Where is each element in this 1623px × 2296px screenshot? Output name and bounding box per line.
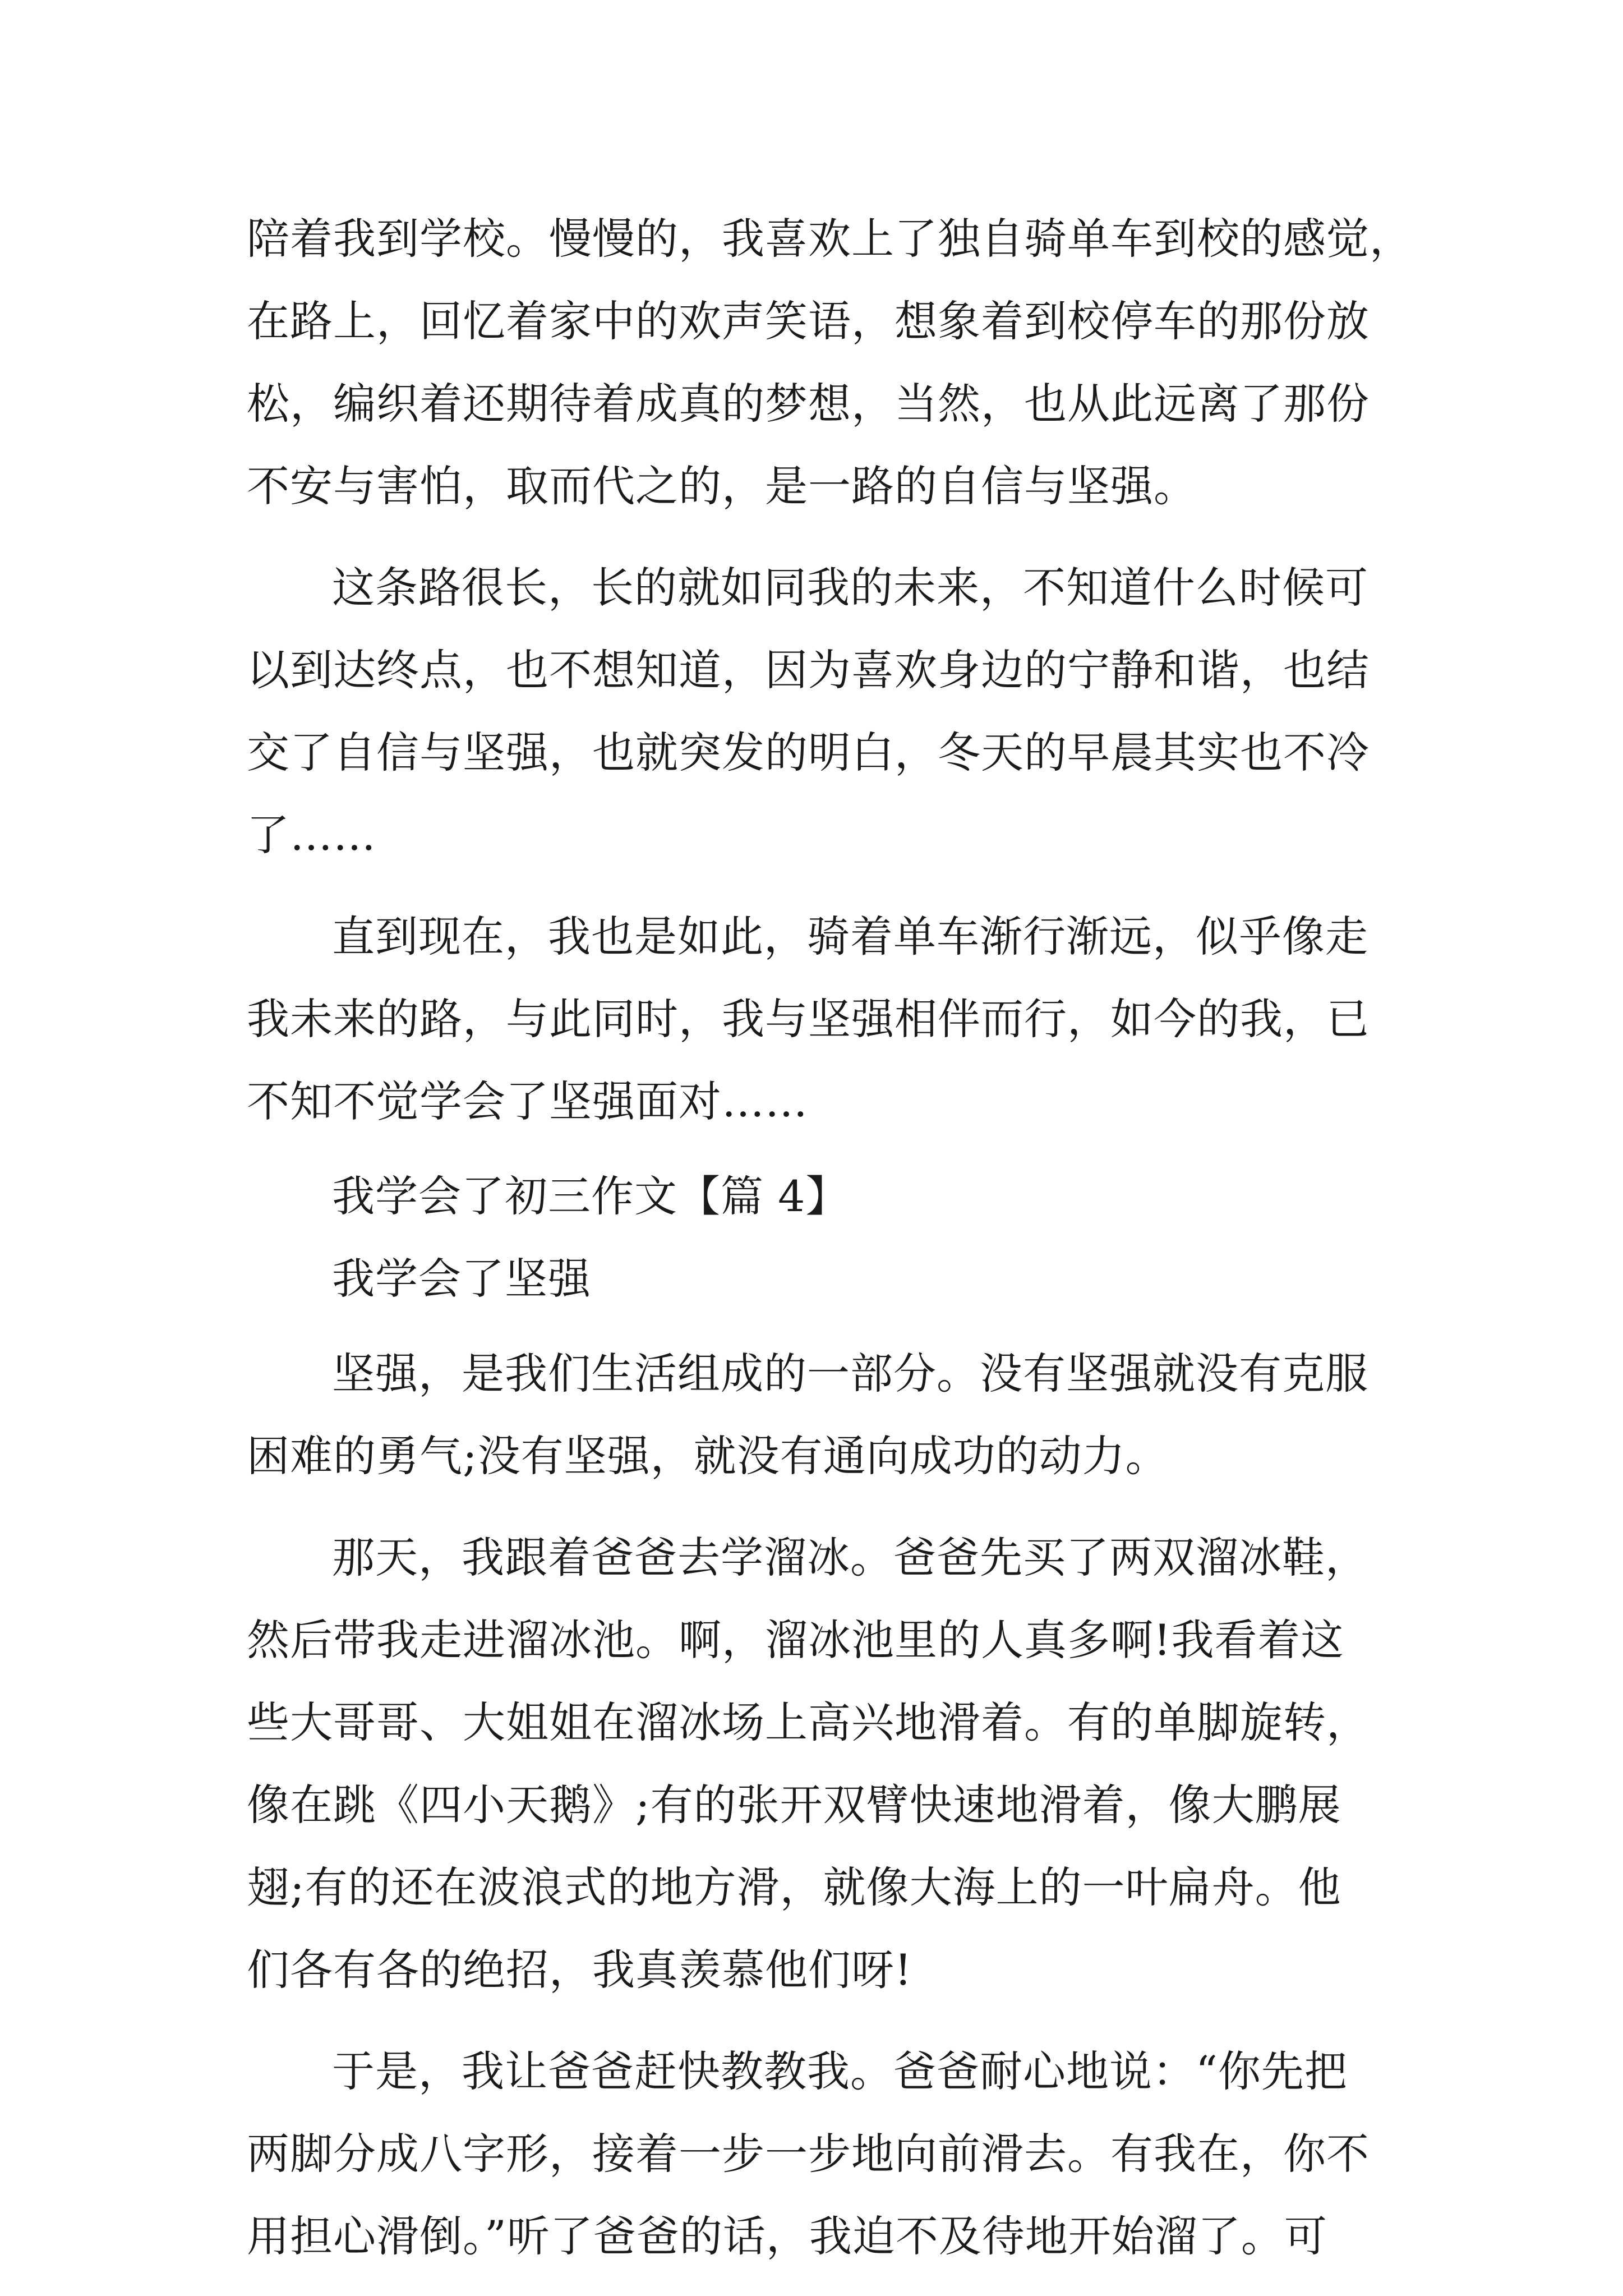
text-line: 翅;有的还在波浪式的地方滑，就像大海上的一叶扁舟。他 xyxy=(247,1862,1341,1912)
text-line: 像在跳《四小天鹅》;有的张开双臂快速地滑着，像大鹏展 xyxy=(247,1780,1341,1830)
text-line: 陪着我到学校。慢慢的，我喜欢上了独自骑单车到校的感觉， xyxy=(247,214,1413,264)
text-line: 以到达终点，也不想知道，因为喜欢身边的宁静和谐，也结 xyxy=(247,645,1370,695)
text-line: 交了自信与坚强，也就突发的明白，冬天的早晨其实也不冷 xyxy=(247,728,1370,777)
text-line: 在路上，回忆着家中的欢声笑语，想象着到校停车的那份放 xyxy=(247,296,1370,346)
text-line: 了…… xyxy=(247,810,376,860)
text-line: 不知不觉学会了坚强面对…… xyxy=(247,1076,808,1126)
text-line: 不安与害怕，取而代之的，是一路的自信与坚强。 xyxy=(247,461,1197,511)
text-line: 两脚分成八字形，接着一步一步地向前滑去。有我在，你不 xyxy=(247,2129,1370,2179)
section-heading: 我学会了初三作文【篇 4】 xyxy=(332,1171,849,1221)
text-line: 然后带我走进溜冰池。啊，溜冰池里的人真多啊!我看着这 xyxy=(247,1615,1344,1665)
text-line: 我未来的路，与此同时，我与坚强相伴而行，如今的我，已 xyxy=(247,994,1370,1044)
text-line: 们各有各的绝招，我真羡慕他们呀! xyxy=(247,1945,912,1995)
essay-title: 我学会了坚强 xyxy=(332,1254,591,1304)
paragraph-start-line: 那天，我跟着爸爸去学溜冰。爸爸先买了两双溜冰鞋， xyxy=(332,1533,1368,1582)
paragraph-start-line: 坚强，是我们生活组成的一部分。没有坚强就没有克服 xyxy=(332,1349,1368,1398)
paragraph-start-line: 于是，我让爸爸赶快教教我。爸爸耐心地说：“你先把 xyxy=(332,2046,1348,2096)
paragraph-start-line: 直到现在，我也是如此，骑着单车渐行渐远，似乎像走 xyxy=(332,912,1368,961)
text-line: 松，编织着还期待着成真的梦想，当然，也从此远离了那份 xyxy=(247,379,1370,429)
document-body xyxy=(247,197,1413,2277)
text-line: 用担心滑倒。”听了爸爸的话，我迫不及待地开始溜了。可 xyxy=(247,2211,1327,2261)
text-line: 些大哥哥、大姐姐在溜冰场上高兴地滑着。有的单脚旋转， xyxy=(247,1697,1370,1747)
paragraph-start-line: 这条路很长，长的就如同我的未来，不知道什么时候可 xyxy=(332,563,1368,613)
text-line: 困难的勇气;没有坚强，就没有通向成功的动力。 xyxy=(247,1431,1169,1481)
